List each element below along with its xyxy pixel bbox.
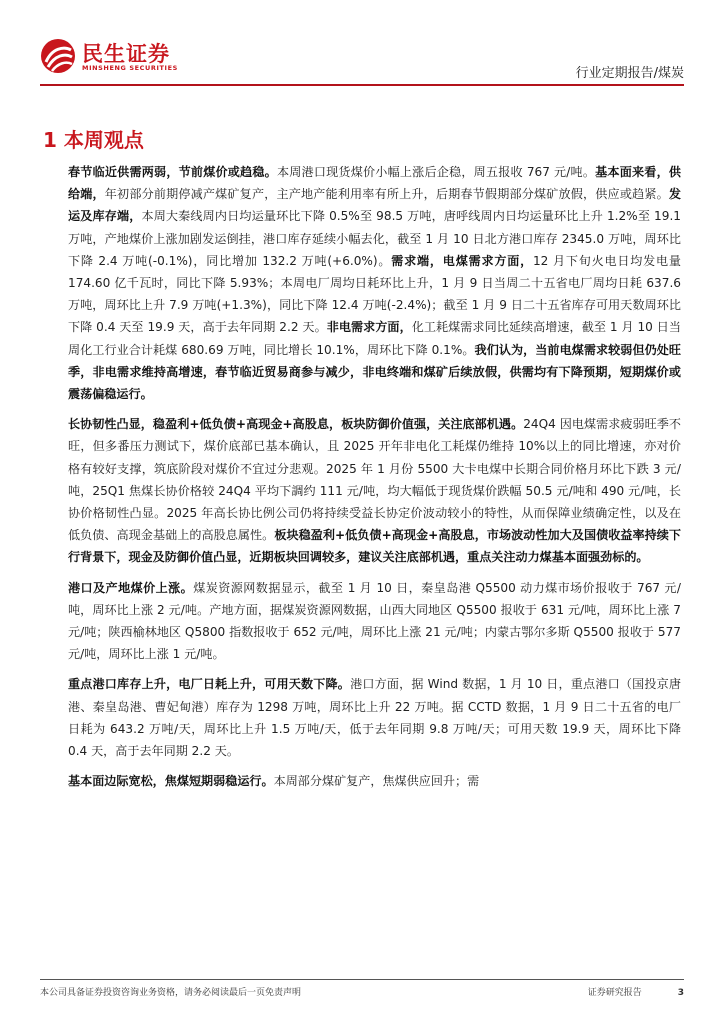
text-run: 本周部分煤矿复产，焦煤供应回升；需 [273,774,480,789]
bold-text-run: 重点港口库存上升，电厂日耗上升，可用天数下降。 [68,677,351,692]
logo-chinese-text: 民生证券 [82,42,170,66]
text-run: 港口方面，据 Wind 数据，1 月 10 日，重点港口（国投京唐港、秦皇岛港、曹妃甸港）库存为 1298 万吨，周环比上升 22 万吨。据 CCTD 数据，1 月 9 日二十五省的电厂日耗为 643.2 万吨/天，周环比上升 1.5 万吨/天，低于去年同期 9.8 万吨/天；可用天数 19.9 天，周环比下降 0.4 天，高于去年同期 2.2 天。 [68,677,681,759]
bold-text-run: 板块稳盈利+低负债+高现金+高股息，市场波动性加大及国债收益率持续下行背景下，现金及防御价值凸显，近期板块回调较多，建议关注底部机遇，重点关注动力煤基本面强劲标的。 [68,528,681,565]
text-run: 本周大秦线周内日均运量环比下降 0.5%至 98.5 万吨，唐呼线周内日均运量环比上升 1.2%至 19.1 万吨，产地煤价上涨加剧发运倒挂，港口库存延续小幅去化，截至 1 月 10 日北方港口库存 2345.0 万吨，周环比下降 2.4 万吨(-0.1%)，同比增加 132.2 万吨(+6.0%)。 [68,209,681,268]
bold-text-run: 基本面边际宽松，焦煤短期弱稳运行。 [68,774,274,789]
bold-text-run: 长协韧性凸显，稳盈利+低负债+高现金+高股息，板块防御价值强，关注底部机遇。 [68,417,524,432]
report-type-label: 行业定期报告/煤炭 [575,66,684,81]
bold-text-run: 港口及产地煤价上涨。 [68,580,194,595]
text-run: 本周港口现货煤价小幅上涨后企稳，周五报收 767 元/吨。 [276,165,596,179]
bold-text-run: 非电需求方面， [326,320,412,335]
bold-text-run: 发运及库存端， [68,187,681,224]
footer-report-label: 证券研究报告 [587,988,642,998]
bold-text-run: 我们认为，当前电煤需求较弱但仍处旺季，非电需求维持高增速，春节临近贸易商参与减少，非电终端和煤矿后续放假，供需均有下降预期，短期煤价或震荡偏稳运行。 [68,342,681,402]
text-run: 煤炭资源网数据显示，截至 1 月 10 日，秦皇岛港 Q5500 动力煤市场价报收于 767 元/吨，周环比上涨 2 元/吨。产地方面，据煤炭资源网数据，山西大同地区 Q5500 报收于 631 元/吨，周环比上涨 7 元/吨；陕西榆林地区 Q5800 指数报收于 652 元/吨，周环比上涨 21 元/吨；内蒙古鄂尔多斯 Q5500 报收于 577 元/吨，周环比上涨 1 元/吨。 [68,580,681,662]
text-run: 化工耗煤需求同比延续高增速，截至 1 月 10 日当周化工行业合计耗煤 680.69 万吨，同比增长 10.1%，周环比下降 0.1%。 [68,320,681,357]
text-run: 12 月下旬火电日均发电量 174.60 亿千瓦时，同比下降 5.93%；本周电厂周均日耗环比上升，1 月 9 日当周二十五省电厂周均日耗 637.6 万吨，周环比上升 7.9 万吨(+1.3%)，同比下降 12.4 万吨(-2.4%)；截至 1 月 9 日二十五省库存可用天数周环比下降 0.4 天至 19.9 天，高于去年同期 2.2 天。 [68,253,681,335]
paragraph-inventory [68,673,681,762]
footer-disclaimer: 本公司具备证券投资咨询业务资格，请务必阅读最后一页免责声明 [40,988,302,998]
page-number: 3 [677,988,684,998]
paragraph-port-prices [68,577,681,666]
minsheng-logo [40,36,180,80]
bold-text-run: 需求端，电煤需求方面， [391,253,533,268]
logo-english-text: MINSHENG SECURITIES [82,64,178,72]
footer-divider [40,979,684,980]
paragraph-long-contract [68,413,681,568]
report-body [68,161,681,800]
header-divider [40,84,684,86]
footer-right [588,985,684,998]
page-header [0,0,724,88]
bold-text-run: 基本面来看，供给端， [68,165,681,202]
bold-text-run: 春节临近供需两弱，节前煤价或趋稳。 [68,165,277,179]
text-run: 年初部分前期停减产煤矿复产，主产地产能利用率有所上升，后期春节假期部分煤矿放假，供应或趋紧。 [104,187,669,202]
paragraph-weekly-view [68,161,681,405]
paragraph-coking-coal [68,770,681,792]
section-title: 1 本周观点 [43,128,144,152]
logo-mark-icon [40,38,76,74]
text-run: 24Q4 因电煤需求疲弱旺季不旺，但多番压力测试下，煤价底部已基本确认，且 2025 开年非电化工耗煤仍维持 10%以上的同比增速，亦对价格有较好支撑，筑底阶段对煤价不宜过分悲观。2025 年 1 月份 5500 大卡电煤中长期合同价格月环比下跌 3 元/吨，25Q1 焦煤长协价格较 24Q4 平均下調约 111 元/吨，均大幅低于现货煤价跌幅 50.5 元/吨和 490 元/吨，长协价格韧性凸显。2025 年高长协比例公司仍将持续受益长协定价波动较小的特性，从而保障业绩确定性，以及在低负债、高现金基础上的高股息属性。 [68,417,682,543]
